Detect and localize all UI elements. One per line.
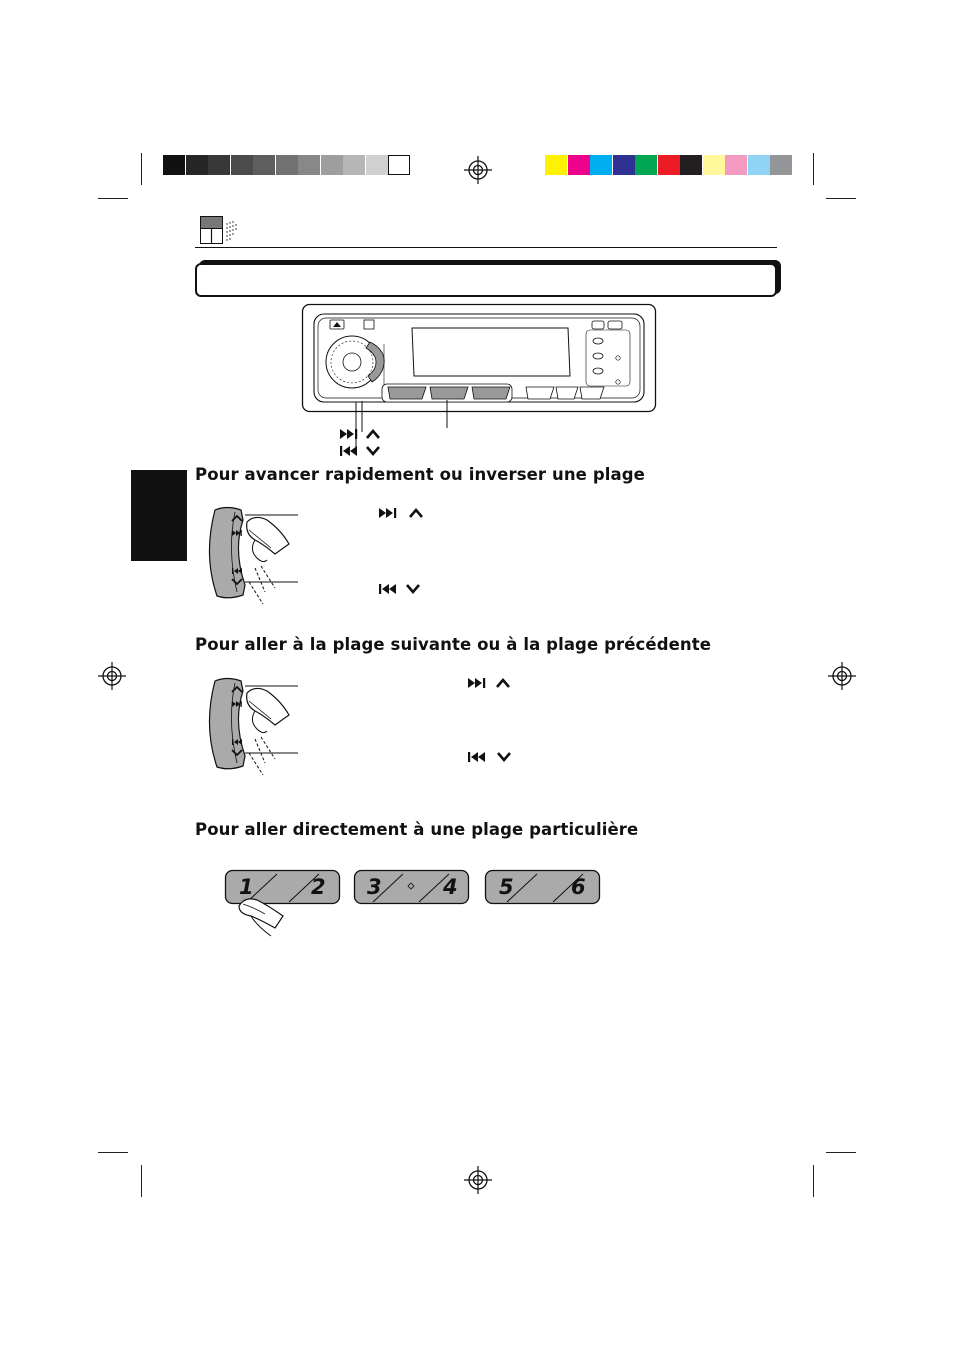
chevron-down-icon <box>496 751 512 763</box>
color-swatch <box>658 155 680 175</box>
registration-mark-icon <box>828 662 856 690</box>
preset-button-label: 3 <box>367 875 382 899</box>
crop-mark <box>141 1165 142 1197</box>
color-swatch <box>388 155 410 175</box>
registration-mark-icon <box>98 662 126 690</box>
section-title-bar <box>195 263 777 297</box>
section-heading: Pour aller directement à une plage particulière <box>195 820 639 839</box>
finger-pressing-skip-button-illustration <box>205 671 315 786</box>
skip-forward-icon <box>468 678 488 688</box>
color-swatch <box>163 155 185 175</box>
chevron-down-icon <box>405 583 421 595</box>
preset-button-label: 4 <box>443 875 458 899</box>
color-swatch <box>703 155 725 175</box>
skip-forward-icon <box>379 508 399 518</box>
chevron-up-icon <box>365 428 381 440</box>
color-swatch <box>770 155 792 175</box>
cd-player-chapter-icon <box>200 216 242 244</box>
color-swatch <box>298 155 320 175</box>
color-swatch <box>231 155 253 175</box>
color-swatch <box>253 155 275 175</box>
crop-mark <box>98 1152 128 1153</box>
preset-number-buttons-illustration <box>225 868 605 938</box>
crop-mark <box>98 198 128 199</box>
skip-back-icon <box>340 446 360 456</box>
color-swatch <box>343 155 365 175</box>
car-stereo-panel-illustration <box>302 304 656 412</box>
crop-mark <box>813 153 814 185</box>
registration-mark-icon <box>464 1166 492 1194</box>
registration-mark-icon <box>464 156 492 184</box>
crop-mark <box>813 1165 814 1197</box>
skip-forward-icon <box>340 429 360 439</box>
chevron-up-icon <box>495 677 511 689</box>
color-swatch <box>725 155 747 175</box>
language-side-tab <box>131 470 187 561</box>
header-rule <box>195 247 777 248</box>
finger-pressing-skip-button-illustration <box>205 500 315 615</box>
preset-button-label: 1 <box>239 875 254 899</box>
preset-button-label: 6 <box>571 875 586 899</box>
crop-mark <box>826 1152 856 1153</box>
color-swatch <box>208 155 230 175</box>
color-swatch <box>321 155 343 175</box>
preset-button-label: 5 <box>499 875 514 899</box>
skip-back-icon <box>379 584 399 594</box>
color-swatch <box>366 155 388 175</box>
chevron-down-icon <box>365 445 381 457</box>
crop-mark <box>141 153 142 185</box>
color-swatch <box>680 155 702 175</box>
section-heading: Pour avancer rapidement ou inverser une plage <box>195 465 645 484</box>
color-swatch <box>613 155 635 175</box>
chevron-up-icon <box>408 507 424 519</box>
color-swatch <box>568 155 590 175</box>
crop-mark <box>826 198 856 199</box>
color-swatch <box>748 155 770 175</box>
section-heading: Pour aller à la plage suivante ou à la plage précédente <box>195 635 712 654</box>
color-swatch <box>590 155 612 175</box>
preset-button-label: 2 <box>311 875 326 899</box>
color-swatch <box>186 155 208 175</box>
color-swatch <box>276 155 298 175</box>
color-swatch <box>545 155 567 175</box>
skip-back-icon <box>468 752 488 762</box>
color-swatch <box>635 155 657 175</box>
